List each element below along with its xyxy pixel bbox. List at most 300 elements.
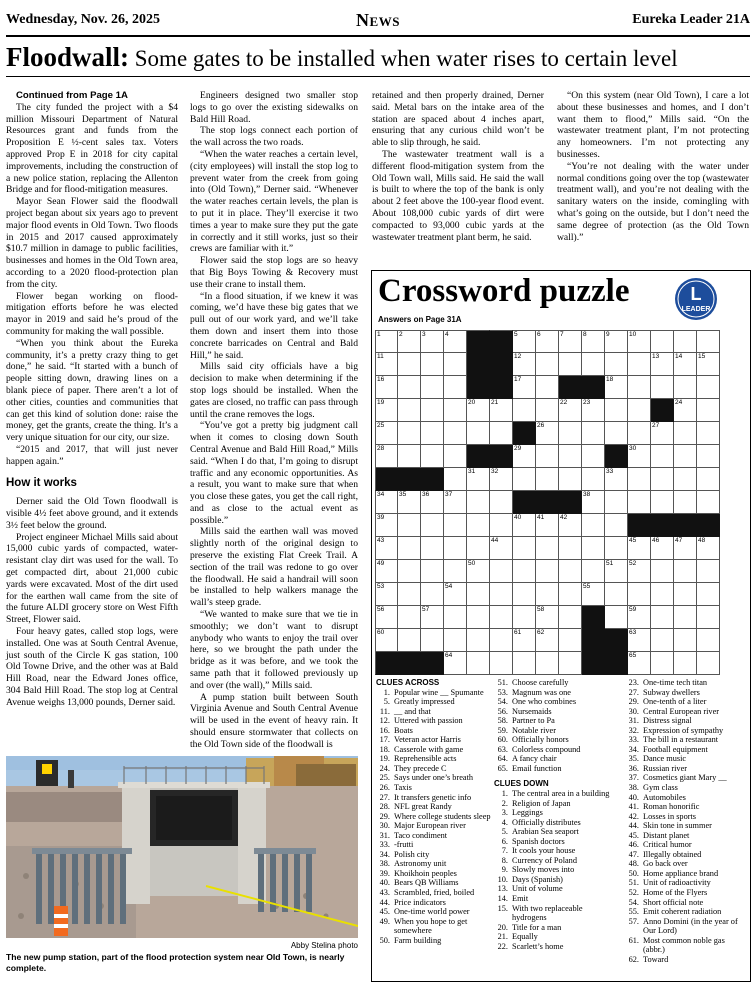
- crossword-cell[interactable]: [536, 422, 559, 445]
- clue-text: Russian river: [643, 763, 688, 773]
- crossword-cell[interactable]: [651, 353, 674, 376]
- clue-number: 2.: [501, 798, 508, 808]
- crossword-cell[interactable]: [421, 560, 444, 583]
- crossword-cell[interactable]: [697, 629, 720, 652]
- cell-number: 40: [514, 514, 522, 521]
- crossword-clue: [494, 923, 614, 933]
- crossword-cell[interactable]: [375, 606, 398, 629]
- crossword-cell[interactable]: [467, 399, 490, 422]
- crossword-cell[interactable]: [444, 629, 467, 652]
- crossword-cell[interactable]: [628, 491, 651, 514]
- crossword-cell[interactable]: [536, 560, 559, 583]
- clue-text: NFL great Randy: [394, 802, 452, 812]
- cell-number: 47: [675, 537, 683, 544]
- crossword-cell[interactable]: [513, 376, 536, 399]
- crossword-cell[interactable]: [467, 629, 490, 652]
- crossword-cell[interactable]: [536, 399, 559, 422]
- crossword-cell[interactable]: [605, 353, 628, 376]
- paragraph: “We wanted to make sure that we tie in smoothly; we don’t want to disrupt anybody who wants to enjoy the trail over here, so we brought the path under the bridge as it was before, and we took the same path that it followed previously up and over (the wall),” Mills said.: [190, 609, 358, 691]
- crossword-cell[interactable]: [513, 330, 536, 353]
- crossword-cell[interactable]: [582, 560, 605, 583]
- crossword-cell[interactable]: [444, 606, 467, 629]
- crossword-block: [398, 468, 421, 491]
- crossword-cell[interactable]: [421, 583, 444, 606]
- article-column-2: [190, 90, 358, 751]
- crossword-cell[interactable]: [605, 399, 628, 422]
- crossword-clue: [376, 859, 494, 869]
- clue-number: 35.: [628, 754, 639, 764]
- crossword-cell[interactable]: [536, 606, 559, 629]
- clue-text: Price indicators: [394, 897, 446, 907]
- crossword-cell[interactable]: [697, 399, 720, 422]
- crossword-cell[interactable]: [513, 514, 536, 537]
- crossword-cell[interactable]: [375, 376, 398, 399]
- crossword-cell[interactable]: [490, 606, 513, 629]
- cell-number: 46: [652, 537, 660, 544]
- crossword-cell[interactable]: [421, 445, 444, 468]
- crossword-cell[interactable]: [375, 629, 398, 652]
- crossword-cell[interactable]: [605, 468, 628, 491]
- crossword-cell[interactable]: [697, 422, 720, 445]
- crossword-cell[interactable]: [605, 583, 628, 606]
- clue-number: 46.: [628, 840, 639, 850]
- clue-text: Currency of Poland: [512, 855, 577, 865]
- crossword-cell[interactable]: [375, 399, 398, 422]
- crossword-clue: [494, 754, 614, 764]
- clue-text: Bears QB Williams: [394, 878, 459, 888]
- clue-number: 49.: [379, 916, 390, 926]
- crossword-cell[interactable]: [513, 583, 536, 606]
- crossword-cell[interactable]: [398, 445, 421, 468]
- crossword-cell[interactable]: [605, 422, 628, 445]
- crossword-clue: [376, 840, 494, 850]
- cell-number: 50: [468, 560, 476, 567]
- crossword-cell[interactable]: [651, 376, 674, 399]
- crossword-cell[interactable]: [513, 652, 536, 675]
- crossword-cell[interactable]: [697, 468, 720, 491]
- clue-number: 30.: [379, 821, 390, 831]
- crossword-cell[interactable]: [536, 468, 559, 491]
- crossword-cell[interactable]: [628, 629, 651, 652]
- crossword-cell[interactable]: [467, 606, 490, 629]
- crossword-cell[interactable]: [697, 652, 720, 675]
- crossword-block: [490, 330, 513, 353]
- crossword-block: [559, 376, 582, 399]
- crossword-cell[interactable]: [697, 445, 720, 468]
- clue-number: 56.: [497, 706, 508, 716]
- crossword-cell[interactable]: [697, 353, 720, 376]
- crossword-cell[interactable]: [398, 491, 421, 514]
- crossword-cell[interactable]: [467, 422, 490, 445]
- clue-number: 11.: [379, 706, 390, 716]
- crossword-cell[interactable]: [628, 353, 651, 376]
- crossword-cell[interactable]: [513, 606, 536, 629]
- crossword-cell[interactable]: [467, 491, 490, 514]
- crossword-cell[interactable]: [467, 560, 490, 583]
- crossword-cell[interactable]: [559, 560, 582, 583]
- crossword-cell[interactable]: [582, 537, 605, 560]
- crossword-cell[interactable]: [674, 491, 697, 514]
- crossword-cell[interactable]: [375, 353, 398, 376]
- crossword-cell[interactable]: [559, 399, 582, 422]
- crossword-clue: [376, 745, 494, 755]
- crossword-clue: [625, 888, 747, 898]
- crossword-cell[interactable]: [651, 537, 674, 560]
- crossword-cell[interactable]: [582, 514, 605, 537]
- clue-text: One who combines: [512, 697, 577, 707]
- crossword-cell[interactable]: [444, 583, 467, 606]
- crossword-cell[interactable]: [674, 330, 697, 353]
- crossword-clue: [625, 716, 747, 726]
- crossword-cell[interactable]: [628, 583, 651, 606]
- clue-text: A fancy chair: [512, 754, 557, 764]
- crossword-cell[interactable]: [444, 468, 467, 491]
- crossword-cell[interactable]: [398, 560, 421, 583]
- crossword-cell[interactable]: [697, 583, 720, 606]
- crossword-cell[interactable]: [375, 330, 398, 353]
- crossword-cell[interactable]: [513, 399, 536, 422]
- crossword-cell[interactable]: [697, 537, 720, 560]
- clue-text: Polish city: [394, 849, 430, 859]
- crossword-cell[interactable]: [490, 629, 513, 652]
- crossword-cell[interactable]: [674, 583, 697, 606]
- crossword-clue: [376, 754, 494, 764]
- cell-number: 42: [560, 514, 568, 521]
- clue-number: 52.: [628, 888, 639, 898]
- crossword-cell[interactable]: [398, 353, 421, 376]
- crossword-cell[interactable]: [398, 422, 421, 445]
- crossword-cell[interactable]: [513, 445, 536, 468]
- clue-text: Football equipment: [643, 744, 708, 754]
- crossword-cell[interactable]: [536, 445, 559, 468]
- crossword-cell[interactable]: [513, 537, 536, 560]
- crossword-cell[interactable]: [421, 537, 444, 560]
- crossword-cell[interactable]: [697, 491, 720, 514]
- crossword-cell[interactable]: [674, 445, 697, 468]
- crossword-cell[interactable]: [582, 422, 605, 445]
- crossword-cell[interactable]: [697, 330, 720, 353]
- crossword-cell[interactable]: [559, 583, 582, 606]
- crossword-clue: [376, 783, 494, 793]
- pump-station-photo: [6, 756, 358, 938]
- crossword-block: [582, 606, 605, 629]
- crossword-cell[interactable]: [628, 537, 651, 560]
- crossword-cell[interactable]: [398, 606, 421, 629]
- crossword-cell[interactable]: [605, 560, 628, 583]
- crossword-cell[interactable]: [651, 330, 674, 353]
- crossword-cell[interactable]: [375, 445, 398, 468]
- headline-rest: Some gates to be installed when water rises to certain level: [129, 46, 678, 71]
- cell-number: 27: [652, 422, 660, 429]
- clue-text: Taxis: [394, 783, 412, 793]
- crossword-cell[interactable]: [559, 629, 582, 652]
- crossword-cell[interactable]: [536, 376, 559, 399]
- crossword-cell[interactable]: [467, 514, 490, 537]
- crossword-cell[interactable]: [398, 514, 421, 537]
- crossword-block: [490, 376, 513, 399]
- paragraph: The city funded the project with a $4 million Missouri Department of Natural Resources grant and funds from the Proposition E ½-cent sales tax. Voters approved Prop E in 2018 for city capital improvements, including the construction of a new police station, replacing the Allenton Bridge and for flood-mitigation measures.: [6, 101, 178, 196]
- crossword-clue: [625, 812, 747, 822]
- crossword-cell[interactable]: [628, 422, 651, 445]
- crossword-cell[interactable]: [536, 330, 559, 353]
- crossword-cell[interactable]: [559, 468, 582, 491]
- clue-text: Equally: [512, 932, 538, 942]
- clue-text: Major European river: [394, 821, 466, 831]
- clue-text: Unit of radioactivity: [643, 878, 711, 888]
- crossword-cell[interactable]: [444, 330, 467, 353]
- crossword-clue: [494, 688, 614, 698]
- cell-number: 13: [652, 353, 660, 360]
- crossword-cell[interactable]: [651, 491, 674, 514]
- crossword-cell[interactable]: [674, 468, 697, 491]
- crossword-cell[interactable]: [467, 468, 490, 491]
- crossword-cell[interactable]: [490, 560, 513, 583]
- crossword-clue: [625, 955, 747, 965]
- page-number: Eureka Leader 21A: [632, 12, 750, 27]
- crossword-cell[interactable]: [490, 422, 513, 445]
- crossword-cell[interactable]: [559, 422, 582, 445]
- clue-text: Toward: [643, 954, 669, 964]
- crossword-cell[interactable]: [651, 422, 674, 445]
- clues-middle-column: [494, 678, 614, 951]
- crossword-cell[interactable]: [467, 583, 490, 606]
- crossword-cell[interactable]: [605, 537, 628, 560]
- crossword-cell[interactable]: [674, 652, 697, 675]
- crossword-cell[interactable]: [582, 330, 605, 353]
- clue-number: 24.: [379, 763, 390, 773]
- crossword-cell[interactable]: [628, 376, 651, 399]
- crossword-cell[interactable]: [490, 514, 513, 537]
- crossword-cell[interactable]: [559, 445, 582, 468]
- crossword-cell[interactable]: [421, 629, 444, 652]
- crossword-cell[interactable]: [605, 606, 628, 629]
- crossword-cell[interactable]: [536, 537, 559, 560]
- crossword-cell[interactable]: [398, 537, 421, 560]
- paragraph: “You’re not dealing with the water under normal conditions going over the top (wastewater treatment wall), and you’re not dealing with the sanitary waters on the inside, comingling with what’s going on the outside, but I don’t need the same degree of protection (as the Old Town wall).”: [557, 160, 749, 243]
- crossword-cell[interactable]: [674, 606, 697, 629]
- crossword-cell[interactable]: [628, 606, 651, 629]
- crossword-cell[interactable]: [490, 583, 513, 606]
- crossword-cell[interactable]: [651, 445, 674, 468]
- clue-text: Automobiles: [643, 792, 686, 802]
- crossword-cell[interactable]: [444, 560, 467, 583]
- crossword-cell[interactable]: [674, 560, 697, 583]
- crossword-block: [651, 399, 674, 422]
- crossword-cell[interactable]: [513, 629, 536, 652]
- crossword-clue: [376, 869, 494, 879]
- crossword-cell[interactable]: [582, 583, 605, 606]
- cell-number: 7: [560, 331, 564, 338]
- paragraph: Mills said the earthen wall was moved slightly north of the original design to preserve the existing Flat Creek Trail. A section of the trail was redone to go over the floodwall. He said a handrail will soon be installed to help walkers manage the wall’s steep grade.: [190, 526, 358, 609]
- crossword-cell[interactable]: [421, 376, 444, 399]
- paragraph: Derner said the Old Town floodwall is visible 4½ feet above ground, and it extends 3½ feet below the ground.: [6, 496, 178, 531]
- crossword-cell[interactable]: [421, 514, 444, 537]
- clue-text: Notable river: [512, 725, 557, 735]
- paragraph: The stop logs connect each portion of the wall across the two roads.: [190, 125, 358, 149]
- crossword-cell[interactable]: [559, 330, 582, 353]
- crossword-cell[interactable]: [628, 399, 651, 422]
- crossword-clue: [494, 894, 614, 904]
- crossword-cell[interactable]: [674, 629, 697, 652]
- crossword-cell[interactable]: [651, 560, 674, 583]
- crossword-cell[interactable]: [651, 629, 674, 652]
- crossword-clue: [625, 869, 747, 879]
- crossword-cell[interactable]: [490, 468, 513, 491]
- crossword-cell[interactable]: [513, 468, 536, 491]
- crossword-cell[interactable]: [628, 445, 651, 468]
- crossword-cell[interactable]: [674, 422, 697, 445]
- crossword-cell[interactable]: [421, 330, 444, 353]
- clue-number: 17.: [379, 735, 390, 745]
- crossword-cell[interactable]: [628, 652, 651, 675]
- crossword-cell[interactable]: [605, 376, 628, 399]
- crossword-cell[interactable]: [674, 353, 697, 376]
- cell-number: 59: [629, 606, 637, 613]
- clue-text: Religion of Japan: [512, 798, 571, 808]
- crossword-cell[interactable]: [398, 629, 421, 652]
- crossword-cell[interactable]: [444, 514, 467, 537]
- cell-number: 49: [377, 560, 385, 567]
- crossword-cell[interactable]: [375, 491, 398, 514]
- clue-number: 10.: [497, 874, 508, 884]
- crossword-cell[interactable]: [559, 514, 582, 537]
- crossword-cell[interactable]: [444, 445, 467, 468]
- crossword-cell[interactable]: [375, 537, 398, 560]
- crossword-cell[interactable]: [582, 353, 605, 376]
- crossword-cell[interactable]: [582, 445, 605, 468]
- clue-number: 38.: [628, 783, 639, 793]
- crossword-clue: [494, 716, 614, 726]
- crossword-cell[interactable]: [651, 606, 674, 629]
- crossword-cell[interactable]: [674, 376, 697, 399]
- clue-number: 44.: [379, 897, 390, 907]
- crossword-cell[interactable]: [421, 491, 444, 514]
- crossword-cell[interactable]: [513, 353, 536, 376]
- crossword-clue: [376, 697, 494, 707]
- clue-number: 29.: [379, 811, 390, 821]
- crossword-cell[interactable]: [444, 491, 467, 514]
- clue-text: Slowly moves into: [512, 865, 575, 875]
- paragraph: “On this system (near Old Town), I care a lot about these businesses and homes, and I don’t want them to flood,” Mills said. “On the wastewater treatment plant, I’m not protecting any homeowners. I’m not protecting any businesses.: [557, 90, 749, 160]
- cell-number: 62: [537, 629, 545, 636]
- paragraph: “In a flood situation, if we knew it was coming, we’d have these big gates that we pull out of our work yard, and we’ll take them down and insert them into those concrete barricades on Central and Bald Hill,” he said.: [190, 290, 358, 361]
- crossword-cell[interactable]: [651, 652, 674, 675]
- crossword-cell[interactable]: [628, 330, 651, 353]
- crossword-cell[interactable]: [697, 606, 720, 629]
- crossword-cell[interactable]: [398, 330, 421, 353]
- crossword-cell[interactable]: [375, 560, 398, 583]
- crossword-cell[interactable]: [375, 422, 398, 445]
- leader-logo-icon: [674, 277, 718, 321]
- crossword-cell[interactable]: [536, 583, 559, 606]
- crossword-cell[interactable]: [559, 537, 582, 560]
- crossword-clue: [625, 726, 747, 736]
- crossword-cell[interactable]: [421, 399, 444, 422]
- crossword-cell[interactable]: [444, 376, 467, 399]
- crossword-cell[interactable]: [582, 399, 605, 422]
- crossword-clue: [625, 850, 747, 860]
- crossword-cell[interactable]: [444, 353, 467, 376]
- clue-number: 12.: [379, 716, 390, 726]
- crossword-cell[interactable]: [674, 399, 697, 422]
- crossword-clue: [376, 802, 494, 812]
- crossword-cell[interactable]: [398, 583, 421, 606]
- crossword-cell[interactable]: [582, 468, 605, 491]
- crossword-cell[interactable]: [490, 652, 513, 675]
- crossword-cell[interactable]: [559, 652, 582, 675]
- crossword-clue: [625, 688, 747, 698]
- crossword-block: [559, 491, 582, 514]
- clue-text: Skin tone in summer: [643, 821, 712, 831]
- crossword-cell[interactable]: [398, 399, 421, 422]
- crossword-cell[interactable]: [490, 399, 513, 422]
- crossword-cell[interactable]: [536, 652, 559, 675]
- crossword-cell[interactable]: [651, 583, 674, 606]
- crossword-cell[interactable]: [536, 629, 559, 652]
- crossword-cell[interactable]: [398, 376, 421, 399]
- cell-number: 31: [468, 468, 476, 475]
- crossword-cell[interactable]: [628, 468, 651, 491]
- crossword-cell[interactable]: [490, 537, 513, 560]
- crossword-cell[interactable]: [375, 583, 398, 606]
- crossword-cell[interactable]: [421, 422, 444, 445]
- crossword-cell[interactable]: [628, 560, 651, 583]
- crossword-cell[interactable]: [697, 376, 720, 399]
- crossword-cell[interactable]: [421, 606, 444, 629]
- crossword-cell[interactable]: [559, 353, 582, 376]
- crossword-cell[interactable]: [697, 560, 720, 583]
- crossword-cell[interactable]: [605, 330, 628, 353]
- crossword-clue: [376, 850, 494, 860]
- crossword-cell[interactable]: [467, 537, 490, 560]
- pump-station-illustration: [6, 756, 358, 938]
- page-header: [6, 10, 750, 30]
- crossword-block: [490, 353, 513, 376]
- headline-rule: [6, 76, 750, 77]
- answers-note: Answers on Page 31A: [378, 315, 462, 324]
- crossword-cell[interactable]: [536, 514, 559, 537]
- crossword-clue: [494, 865, 614, 875]
- crossword-cell[interactable]: [444, 652, 467, 675]
- clue-number: 1.: [383, 687, 390, 697]
- crossword-cell[interactable]: [444, 537, 467, 560]
- clue-number: 40.: [379, 878, 390, 888]
- crossword-clue: [376, 878, 494, 888]
- crossword-cell[interactable]: [536, 353, 559, 376]
- crossword-cell[interactable]: [421, 353, 444, 376]
- crossword-cell[interactable]: [490, 491, 513, 514]
- crossword-cell[interactable]: [513, 560, 536, 583]
- crossword-cell[interactable]: [582, 491, 605, 514]
- crossword-cell[interactable]: [674, 537, 697, 560]
- cell-number: 44: [491, 537, 499, 544]
- crossword-cell[interactable]: [651, 468, 674, 491]
- crossword-cell[interactable]: [444, 422, 467, 445]
- crossword-cell[interactable]: [375, 514, 398, 537]
- crossword-cell[interactable]: [559, 606, 582, 629]
- crossword-grid: [375, 330, 720, 659]
- headline-lead: Floodwall:: [6, 42, 130, 72]
- subheading: How it works: [6, 476, 77, 489]
- crossword-cell[interactable]: [605, 491, 628, 514]
- crossword-cell[interactable]: [444, 399, 467, 422]
- cell-number: 3: [422, 331, 426, 338]
- crossword-cell[interactable]: [605, 514, 628, 537]
- cell-number: 52: [629, 560, 637, 567]
- crossword-cell[interactable]: [467, 652, 490, 675]
- cell-number: 19: [377, 399, 385, 406]
- clue-text: Days (Spanish): [512, 874, 563, 884]
